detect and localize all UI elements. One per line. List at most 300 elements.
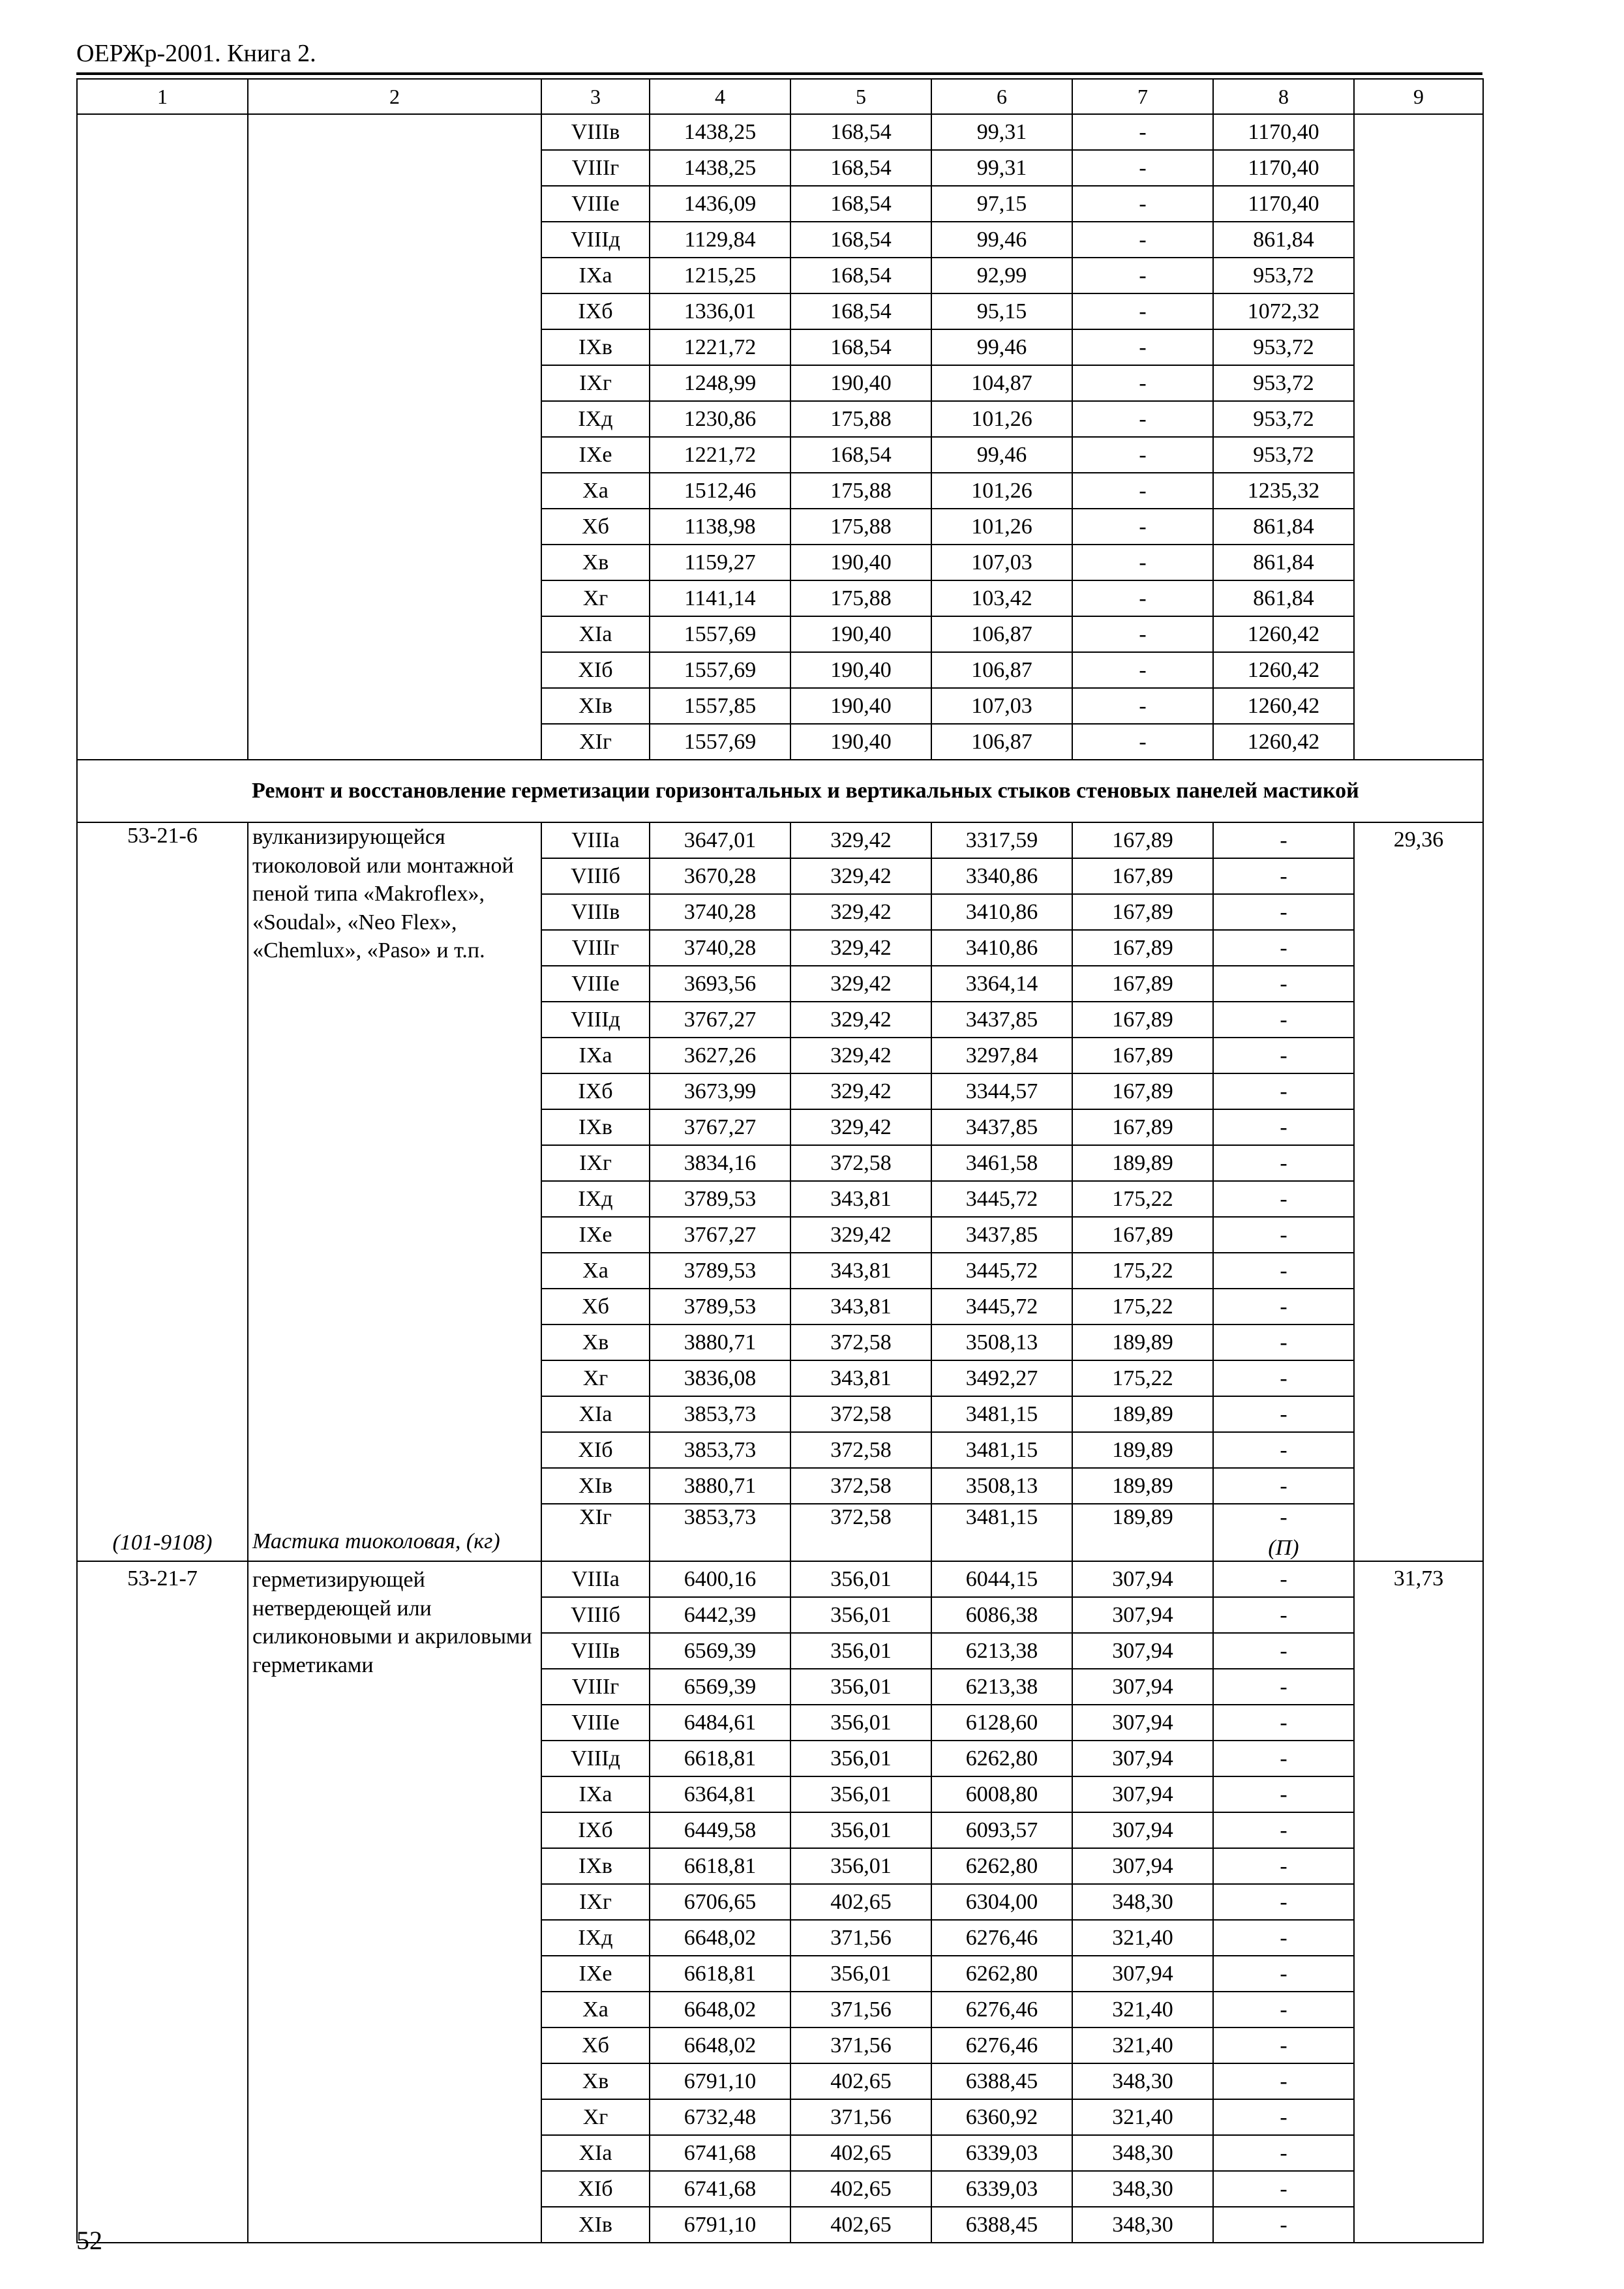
table-cell: 6618,81 xyxy=(650,1956,790,1992)
table-cell: XIб xyxy=(541,2171,650,2207)
table-cell: - xyxy=(1213,1920,1354,1956)
col9-value: 29,36 xyxy=(1354,822,1483,1561)
table-cell: 348,30 xyxy=(1072,2171,1213,2207)
table-cell: 175,22 xyxy=(1072,1289,1213,1324)
table-cell: 1235,32 xyxy=(1213,473,1354,509)
table-cell: 1336,01 xyxy=(650,293,790,329)
table-cell: 1230,86 xyxy=(650,401,790,437)
table-cell: - xyxy=(1213,966,1354,1002)
table-cell: 402,65 xyxy=(790,2135,931,2171)
table-cell: 329,42 xyxy=(790,1038,931,1073)
table-cell: - xyxy=(1072,724,1213,760)
table-cell: 372,58 xyxy=(790,1396,931,1432)
table-cell: VIIIг xyxy=(541,1669,650,1705)
col9-cell xyxy=(1354,114,1483,760)
table-cell: 3344,57 xyxy=(931,1073,1072,1109)
table-cell: 6791,10 xyxy=(650,2207,790,2243)
table-cell: Xа xyxy=(541,473,650,509)
table-cell: VIIIд xyxy=(541,1002,650,1038)
item-code: 53-21-7 xyxy=(77,1561,248,2243)
table-cell: 104,87 xyxy=(931,365,1072,401)
table-cell: IXв xyxy=(541,1109,650,1145)
table-cell: 307,94 xyxy=(1072,1633,1213,1669)
table-cell: - xyxy=(1072,473,1213,509)
table-cell: 6339,03 xyxy=(931,2171,1072,2207)
table-cell: 6388,45 xyxy=(931,2207,1072,2243)
table-cell: 189,89 xyxy=(1072,1504,1213,1561)
table-row xyxy=(77,822,1483,858)
table-cell: 348,30 xyxy=(1072,2207,1213,2243)
table-cell: 168,54 xyxy=(790,329,931,365)
table-cell: 167,89 xyxy=(1072,1109,1213,1145)
table-cell: 3437,85 xyxy=(931,1217,1072,1253)
table-cell: - xyxy=(1213,822,1354,858)
table-cell: 1138,98 xyxy=(650,509,790,545)
column-number-cell: 7 xyxy=(1072,79,1213,114)
table-cell: Xг xyxy=(541,2099,650,2135)
table-cell: 321,40 xyxy=(1072,1992,1213,2027)
table-cell: 99,46 xyxy=(931,437,1072,473)
table-cell: 356,01 xyxy=(790,1561,931,1597)
table-cell: XIв xyxy=(541,2207,650,2243)
table-cell: 356,01 xyxy=(790,1597,931,1633)
table-cell: 6276,46 xyxy=(931,1920,1072,1956)
rates-table xyxy=(76,78,1484,2243)
table-cell: 175,22 xyxy=(1072,1181,1213,1217)
table-cell: - xyxy=(1213,1812,1354,1848)
table-cell: - xyxy=(1213,2135,1354,2171)
table-cell: 6213,38 xyxy=(931,1669,1072,1705)
table-cell xyxy=(1213,1504,1354,1561)
table-cell: - xyxy=(1213,1253,1354,1289)
table-cell: 6706,65 xyxy=(650,1884,790,1920)
table-cell: 3445,72 xyxy=(931,1181,1072,1217)
table-cell: 175,88 xyxy=(790,509,931,545)
table-cell: 307,94 xyxy=(1072,1561,1213,1597)
table-cell: - xyxy=(1213,2099,1354,2135)
column-number-cell: 9 xyxy=(1354,79,1483,114)
table-cell: 3461,58 xyxy=(931,1145,1072,1181)
table-cell: VIIIе xyxy=(541,966,650,1002)
table-cell: 190,40 xyxy=(790,652,931,688)
table-cell: 167,89 xyxy=(1072,966,1213,1002)
column-number-cell: 4 xyxy=(650,79,790,114)
table-cell: 190,40 xyxy=(790,545,931,580)
table-cell: 103,42 xyxy=(931,580,1072,616)
table-cell: 1436,09 xyxy=(650,186,790,222)
table-cell: 6618,81 xyxy=(650,1848,790,1884)
table-cell: - xyxy=(1072,509,1213,545)
table-cell: 3789,53 xyxy=(650,1181,790,1217)
table-cell: 3767,27 xyxy=(650,1002,790,1038)
table-cell: 348,30 xyxy=(1072,2063,1213,2099)
table-cell: IXб xyxy=(541,293,650,329)
table-cell: 343,81 xyxy=(790,1360,931,1396)
table-cell: 321,40 xyxy=(1072,1920,1213,1956)
table-cell: 92,99 xyxy=(931,258,1072,293)
table-cell: 3880,71 xyxy=(650,1324,790,1360)
table-cell: 329,42 xyxy=(790,1073,931,1109)
table-cell: 3740,28 xyxy=(650,894,790,930)
table-row xyxy=(77,1504,1483,1561)
table-cell: IXа xyxy=(541,1776,650,1812)
table-cell: VIIIе xyxy=(541,186,650,222)
table-cell: 167,89 xyxy=(1072,1002,1213,1038)
table-cell: XIг xyxy=(541,1504,650,1561)
table-cell: 307,94 xyxy=(1072,1669,1213,1705)
table-cell: 6400,16 xyxy=(650,1561,790,1597)
table-cell: 321,40 xyxy=(1072,2027,1213,2063)
table-cell: 1512,46 xyxy=(650,473,790,509)
table-cell: 329,42 xyxy=(790,966,931,1002)
table-cell: 372,58 xyxy=(790,1145,931,1181)
table-cell: - xyxy=(1072,114,1213,150)
table-cell: 3880,71 xyxy=(650,1468,790,1504)
table-cell: - xyxy=(1213,1181,1354,1217)
table-cell: 167,89 xyxy=(1072,930,1213,966)
table-cell: Xв xyxy=(541,1324,650,1360)
table-cell: 106,87 xyxy=(931,616,1072,652)
table-cell: 953,72 xyxy=(1213,437,1354,473)
table-cell: 3673,99 xyxy=(650,1073,790,1109)
table-cell: VIIIа xyxy=(541,1561,650,1597)
table-cell: 107,03 xyxy=(931,688,1072,724)
table-cell: 6364,81 xyxy=(650,1776,790,1812)
column-number-cell: 2 xyxy=(248,79,541,114)
table-cell: 3437,85 xyxy=(931,1002,1072,1038)
table-cell: 107,03 xyxy=(931,545,1072,580)
table-cell: 3836,08 xyxy=(650,1360,790,1396)
table-cell: IXг xyxy=(541,1884,650,1920)
table-cell: 6388,45 xyxy=(931,2063,1072,2099)
table-cell: 6339,03 xyxy=(931,2135,1072,2171)
table-cell: 3364,14 xyxy=(931,966,1072,1002)
table-cell: XIа xyxy=(541,1396,650,1432)
table-cell: 953,72 xyxy=(1213,365,1354,401)
column-number-cell: 6 xyxy=(931,79,1072,114)
table-cell: IXд xyxy=(541,401,650,437)
table-cell: Xг xyxy=(541,580,650,616)
table-cell: - xyxy=(1072,580,1213,616)
material-name: Мастика тиоколовая, (кг) xyxy=(248,1504,541,1561)
document-header: ОЕРЖр-2001. Книга 2. xyxy=(76,40,316,67)
table-cell: 3437,85 xyxy=(931,1109,1072,1145)
table-cell: 371,56 xyxy=(790,2099,931,2135)
table-cell: - xyxy=(1072,365,1213,401)
table-cell: XIа xyxy=(541,2135,650,2171)
table-cell: VIIIв xyxy=(541,894,650,930)
section-blank-cell xyxy=(77,760,248,822)
table-cell: 3767,27 xyxy=(650,1217,790,1253)
table-cell: 99,31 xyxy=(931,114,1072,150)
table-cell: 1221,72 xyxy=(650,329,790,365)
table-cell: Xа xyxy=(541,1992,650,2027)
cell-value: - xyxy=(1280,1505,1287,1529)
table-cell: - xyxy=(1072,222,1213,258)
table-cell: - xyxy=(1213,1145,1354,1181)
table-cell: 95,15 xyxy=(931,293,1072,329)
table-cell: VIIIв xyxy=(541,1633,650,1669)
page-number: 52 xyxy=(76,2226,102,2255)
table-cell: 6741,68 xyxy=(650,2135,790,2171)
table-cell: VIIIг xyxy=(541,930,650,966)
table-cell: 356,01 xyxy=(790,1956,931,1992)
table-cell: 1141,14 xyxy=(650,580,790,616)
table-cell: 329,42 xyxy=(790,858,931,894)
table-cell: 1438,25 xyxy=(650,150,790,186)
table-cell: 356,01 xyxy=(790,1633,931,1669)
table-cell: 190,40 xyxy=(790,616,931,652)
table-cell: 6262,80 xyxy=(931,1848,1072,1884)
table-cell: 6618,81 xyxy=(650,1741,790,1776)
table-cell: - xyxy=(1213,1109,1354,1145)
table-cell: Xв xyxy=(541,2063,650,2099)
table-cell: IXа xyxy=(541,258,650,293)
table-cell: 3789,53 xyxy=(650,1289,790,1324)
table-cell: 356,01 xyxy=(790,1812,931,1848)
table-cell: IXе xyxy=(541,1956,650,1992)
table-cell: VIIIд xyxy=(541,222,650,258)
table-cell: 168,54 xyxy=(790,222,931,258)
table-cell: - xyxy=(1213,1360,1354,1396)
table-cell: 6569,39 xyxy=(650,1633,790,1669)
table-cell: 402,65 xyxy=(790,2207,931,2243)
table-cell: VIIIг xyxy=(541,150,650,186)
table-cell: 189,89 xyxy=(1072,1145,1213,1181)
table-cell: Xб xyxy=(541,509,650,545)
table-cell: 1248,99 xyxy=(650,365,790,401)
table-cell: 99,46 xyxy=(931,222,1072,258)
table-cell: Xб xyxy=(541,2027,650,2063)
table-cell: - xyxy=(1213,2063,1354,2099)
table-cell: IXа xyxy=(541,1038,650,1073)
table-cell: 3492,27 xyxy=(931,1360,1072,1396)
table-cell: 168,54 xyxy=(790,293,931,329)
table-cell: IXв xyxy=(541,329,650,365)
table-cell: - xyxy=(1213,1992,1354,2027)
table-cell: 6449,58 xyxy=(650,1812,790,1848)
table-cell: XIв xyxy=(541,688,650,724)
table-cell: 1260,42 xyxy=(1213,652,1354,688)
table-cell: 1557,69 xyxy=(650,724,790,760)
table-cell: 402,65 xyxy=(790,1884,931,1920)
table-cell: Xб xyxy=(541,1289,650,1324)
table-cell: Xг xyxy=(541,1360,650,1396)
table-cell: 168,54 xyxy=(790,186,931,222)
table-cell: 3410,86 xyxy=(931,894,1072,930)
table-cell: 3340,86 xyxy=(931,858,1072,894)
table-cell: 6093,57 xyxy=(931,1812,1072,1848)
table-cell: - xyxy=(1072,437,1213,473)
table-cell: 167,89 xyxy=(1072,858,1213,894)
table-cell: Xв xyxy=(541,545,650,580)
table-cell: 6360,92 xyxy=(931,2099,1072,2135)
section-title-row xyxy=(77,760,1483,822)
table-cell: - xyxy=(1213,1324,1354,1360)
table-cell: IXв xyxy=(541,1848,650,1884)
table-cell: 861,84 xyxy=(1213,509,1354,545)
table-cell: 3410,86 xyxy=(931,930,1072,966)
table-cell: 372,58 xyxy=(790,1432,931,1468)
table-cell: - xyxy=(1072,150,1213,186)
table-cell: 6086,38 xyxy=(931,1597,1072,1633)
table-cell: 168,54 xyxy=(790,437,931,473)
table-cell: 348,30 xyxy=(1072,2135,1213,2171)
table-cell: 6648,02 xyxy=(650,1920,790,1956)
table-cell: 189,89 xyxy=(1072,1324,1213,1360)
table-cell: XIб xyxy=(541,652,650,688)
table-cell: 329,42 xyxy=(790,822,931,858)
table-cell: 106,87 xyxy=(931,652,1072,688)
table-cell: 3647,01 xyxy=(650,822,790,858)
table-cell: 861,84 xyxy=(1213,222,1354,258)
table-cell: - xyxy=(1072,545,1213,580)
item-description-cell xyxy=(248,114,541,760)
table-cell: 101,26 xyxy=(931,473,1072,509)
column-number-row xyxy=(77,79,1483,114)
table-cell: 6128,60 xyxy=(931,1705,1072,1741)
table-cell: 307,94 xyxy=(1072,1597,1213,1633)
table-cell: - xyxy=(1213,1396,1354,1432)
table-cell: 6741,68 xyxy=(650,2171,790,2207)
table-cell: XIа xyxy=(541,616,650,652)
table-cell: - xyxy=(1072,186,1213,222)
table-cell: - xyxy=(1072,616,1213,652)
table-cell: 307,94 xyxy=(1072,1741,1213,1776)
table-cell: 168,54 xyxy=(790,258,931,293)
table-cell: - xyxy=(1072,401,1213,437)
table-cell: 6484,61 xyxy=(650,1705,790,1741)
table-row xyxy=(77,114,1483,150)
table-cell: - xyxy=(1213,1073,1354,1109)
table-cell: 175,88 xyxy=(790,473,931,509)
table-cell: 861,84 xyxy=(1213,580,1354,616)
table-cell: - xyxy=(1213,930,1354,966)
table-cell: IXб xyxy=(541,1073,650,1109)
table-cell: 175,88 xyxy=(790,401,931,437)
table-cell: 3853,73 xyxy=(650,1396,790,1432)
column-number-cell: 5 xyxy=(790,79,931,114)
table-cell: 99,31 xyxy=(931,150,1072,186)
table-cell: - xyxy=(1072,688,1213,724)
table-cell: 307,94 xyxy=(1072,1812,1213,1848)
table-cell: 106,87 xyxy=(931,724,1072,760)
material-code: (101-9108) xyxy=(77,1504,248,1561)
table-cell: 343,81 xyxy=(790,1181,931,1217)
table-cell: 3670,28 xyxy=(650,858,790,894)
table-cell: 3789,53 xyxy=(650,1253,790,1289)
table-cell: 307,94 xyxy=(1072,1956,1213,1992)
table-cell: 1170,40 xyxy=(1213,150,1354,186)
table-cell: 1215,25 xyxy=(650,258,790,293)
table-cell: 356,01 xyxy=(790,1848,931,1884)
table-cell: - xyxy=(1213,1432,1354,1468)
table-cell: 167,89 xyxy=(1072,1073,1213,1109)
table-cell: 6262,80 xyxy=(931,1956,1072,1992)
table-cell: - xyxy=(1213,1705,1354,1741)
table-cell: 101,26 xyxy=(931,509,1072,545)
table-cell: 6008,80 xyxy=(931,1776,1072,1812)
table-cell: - xyxy=(1213,1597,1354,1633)
table-cell: 372,58 xyxy=(790,1468,931,1504)
table-cell: XIг xyxy=(541,724,650,760)
table-cell: XIв xyxy=(541,1468,650,1504)
table-cell: 1557,69 xyxy=(650,616,790,652)
table-cell: 1129,84 xyxy=(650,222,790,258)
table-cell: 6569,39 xyxy=(650,1669,790,1705)
table-cell: 6276,46 xyxy=(931,2027,1072,2063)
table-cell: 168,54 xyxy=(790,114,931,150)
section-title: Ремонт и восстановление герметизации горизонтальных и вертикальных стыков стеновых панелей мастикой xyxy=(248,760,1483,822)
table-cell: - xyxy=(1213,2027,1354,2063)
table-cell: - xyxy=(1213,2207,1354,2243)
table-cell: 343,81 xyxy=(790,1253,931,1289)
table-cell: 190,40 xyxy=(790,365,931,401)
table-cell: 953,72 xyxy=(1213,401,1354,437)
col9-value: 31,73 xyxy=(1354,1561,1483,2243)
table-cell: 371,56 xyxy=(790,1992,931,2027)
column-number-cell: 8 xyxy=(1213,79,1354,114)
table-cell: 1159,27 xyxy=(650,545,790,580)
table-cell: 167,89 xyxy=(1072,1217,1213,1253)
table-cell: 3297,84 xyxy=(931,1038,1072,1073)
table-cell: 3767,27 xyxy=(650,1109,790,1145)
table-cell: 3834,16 xyxy=(650,1145,790,1181)
table-cell: 6791,10 xyxy=(650,2063,790,2099)
table-cell: - xyxy=(1213,1776,1354,1812)
table-cell: 372,58 xyxy=(790,1504,931,1561)
table-cell: 3317,59 xyxy=(931,822,1072,858)
table-cell: 343,81 xyxy=(790,1289,931,1324)
table-cell: - xyxy=(1213,1289,1354,1324)
table-cell: 3853,73 xyxy=(650,1504,790,1561)
table-cell: 402,65 xyxy=(790,2063,931,2099)
table-cell: - xyxy=(1213,1038,1354,1073)
header-rule xyxy=(76,72,1482,75)
table-cell: 3853,73 xyxy=(650,1432,790,1468)
table-cell: 6044,15 xyxy=(931,1561,1072,1597)
table-cell: 189,89 xyxy=(1072,1468,1213,1504)
table-cell: VIIIа xyxy=(541,822,650,858)
table-cell: 167,89 xyxy=(1072,894,1213,930)
table-cell: 6732,48 xyxy=(650,2099,790,2135)
table-cell: IXе xyxy=(541,1217,650,1253)
table-cell: 6442,39 xyxy=(650,1597,790,1633)
table-cell: 1260,42 xyxy=(1213,688,1354,724)
table-cell: 371,56 xyxy=(790,2027,931,2063)
table-cell: 97,15 xyxy=(931,186,1072,222)
table-cell: 348,30 xyxy=(1072,1884,1213,1920)
table-cell: 953,72 xyxy=(1213,258,1354,293)
table-cell: 1260,42 xyxy=(1213,616,1354,652)
table-cell: - xyxy=(1072,258,1213,293)
table-cell: 329,42 xyxy=(790,1217,931,1253)
table-cell: 307,94 xyxy=(1072,1705,1213,1741)
table-cell: 1557,85 xyxy=(650,688,790,724)
table-cell: 175,88 xyxy=(790,580,931,616)
table-cell: - xyxy=(1213,1956,1354,1992)
table-cell: - xyxy=(1213,1217,1354,1253)
table-cell: 167,89 xyxy=(1072,1038,1213,1073)
item-description: герметизирующей нетвердеющей или силиконовыми и акриловыми герметиками xyxy=(248,1561,541,2243)
table-cell: 356,01 xyxy=(790,1776,931,1812)
item-code: 53-21-6 xyxy=(77,822,248,1504)
table-row xyxy=(77,1561,1483,1597)
table-cell: - xyxy=(1213,1848,1354,1884)
table-cell: - xyxy=(1213,1468,1354,1504)
item-description: вулканизирующейся тиоколовой или монтажной пеной типа «Makroflex», «Soudal», «Neo Flex», «Chemlux», «Paso» и т.п. xyxy=(248,822,541,1504)
table-cell: - xyxy=(1213,894,1354,930)
